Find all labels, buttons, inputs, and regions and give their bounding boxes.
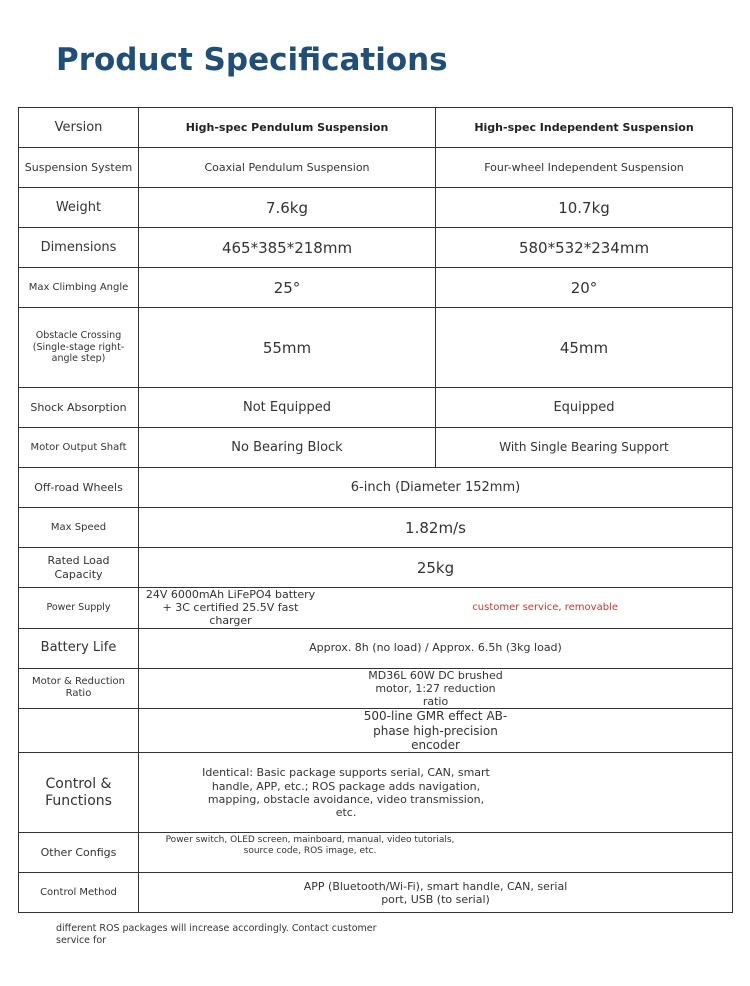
spec-table	[18, 107, 733, 913]
row-label: Obstacle Crossing (Single-stage right-angle step)	[19, 308, 139, 388]
row-label: Shock Absorption	[19, 388, 139, 428]
row-label: Other Configs	[19, 833, 139, 873]
cell-value: No Bearing Block	[139, 428, 436, 468]
row-label: Rated Load Capacity	[19, 548, 139, 588]
other-cell	[139, 833, 733, 873]
row-label	[19, 709, 139, 753]
table-row	[19, 268, 733, 308]
cell-value: 20°	[436, 268, 733, 308]
cell-value: 55mm	[139, 308, 436, 388]
table-row	[19, 428, 733, 468]
table-row	[19, 468, 733, 508]
header-col2: High-spec Independent Suspension	[436, 108, 733, 148]
header-label: Version	[19, 108, 139, 148]
cell-value: Four-wheel Independent Suspension	[436, 148, 733, 188]
cell-value: With Single Bearing Support	[436, 428, 733, 468]
table-row	[19, 548, 733, 588]
cell-value: Coaxial Pendulum Suspension	[139, 148, 436, 188]
cell-value: Equipped	[436, 388, 733, 428]
cell-value: Approx. 8h (no load) / Approx. 6.5h (3kg load)	[139, 628, 733, 668]
page-title: Product Specifications	[56, 42, 448, 78]
header-col1: High-spec Pendulum Suspension	[139, 108, 436, 148]
control-cell	[139, 753, 733, 833]
encoder-cell	[139, 709, 733, 753]
cell-value: 25°	[139, 268, 436, 308]
table-row	[19, 628, 733, 668]
cell-value: 10.7kg	[436, 188, 733, 228]
cell-value: 465*385*218mm	[139, 228, 436, 268]
row-label: Suspension System	[19, 148, 139, 188]
table-row	[19, 188, 733, 228]
row-label: Battery Life	[19, 628, 139, 668]
row-label: Weight	[19, 188, 139, 228]
row-label: Motor Output Shaft	[19, 428, 139, 468]
row-label: Dimensions	[19, 228, 139, 268]
cell-value: Power switch, OLED screen, mainboard, manual, video tutorials, source code, ROS image, etc.	[165, 835, 455, 857]
table-row	[19, 308, 733, 388]
method-cell	[139, 873, 733, 913]
table-row	[19, 588, 733, 629]
cell-value: Identical: Basic package supports serial, CAN, smart handle, APP, etc.; ROS package adds navigation, mapping, obstacle avoidance, video transmission, etc.	[202, 766, 490, 819]
power-cell	[139, 588, 733, 629]
row-label: Motor & Reduction Ratio	[19, 668, 139, 709]
cell-value: APP (Bluetooth/Wi-Fi), smart handle, CAN, serial port, USB (to serial)	[303, 879, 568, 906]
table-row	[19, 668, 733, 709]
cell-value: 24V 6000mAh LiFePO4 battery + 3C certified 25.5V fast charger	[145, 588, 316, 628]
table-row	[19, 228, 733, 268]
cell-value: 45mm	[436, 308, 733, 388]
table-row	[19, 148, 733, 188]
table-row	[19, 873, 733, 913]
table-row	[19, 108, 733, 148]
cell-value: 6-inch (Diameter 152mm)	[139, 468, 733, 508]
table-row	[19, 833, 733, 873]
table-row	[19, 388, 733, 428]
cell-value: MD36L 60W DC brushed motor, 1:27 reduction ratio	[368, 668, 503, 708]
row-label: Off-road Wheels	[19, 468, 139, 508]
power-note: customer service, removable	[472, 601, 618, 613]
motor-cell	[139, 668, 733, 709]
cell-value: 25kg	[139, 548, 733, 588]
row-label: Power Supply	[19, 588, 139, 629]
cell-value: 1.82m/s	[139, 508, 733, 548]
row-label: Max Speed	[19, 508, 139, 548]
cell-value: 580*532*234mm	[436, 228, 733, 268]
cell-value: 500-line GMR effect AB-phase high-precision encoder	[363, 709, 508, 752]
row-label: Control & Functions	[19, 753, 139, 833]
row-label: Control Method	[19, 873, 139, 913]
table-row	[19, 753, 733, 833]
cell-value: 7.6kg	[139, 188, 436, 228]
table-row	[19, 709, 733, 753]
row-label: Max Climbing Angle	[19, 268, 139, 308]
cell-value: Not Equipped	[139, 388, 436, 428]
table-row	[19, 508, 733, 548]
footnote: different ROS packages will increase accordingly. Contact customer service for	[56, 923, 377, 946]
